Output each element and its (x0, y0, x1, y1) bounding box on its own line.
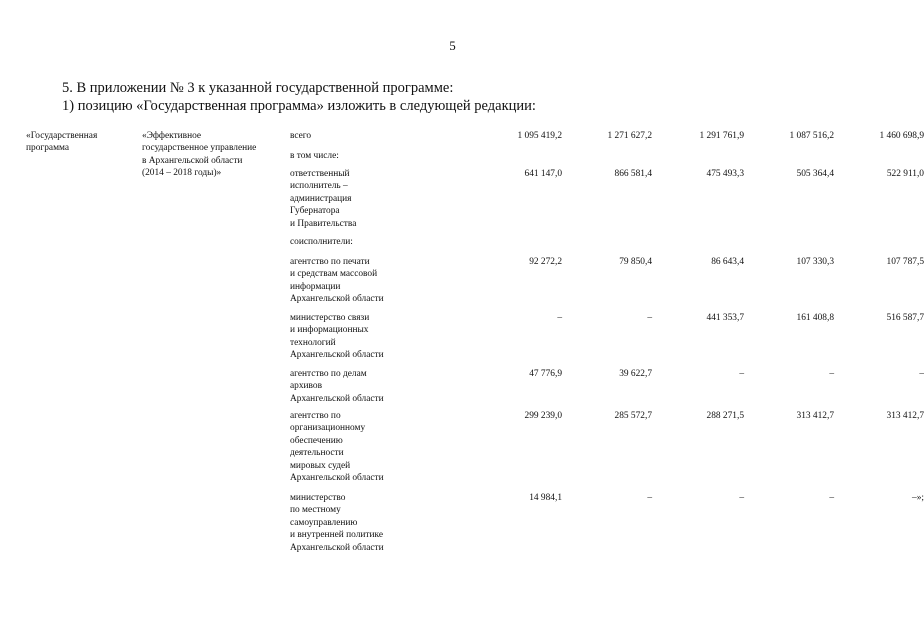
value-cell: 1 271 627,2 (607, 131, 652, 141)
row-label: министерство по местному самоуправлению и внутренней политике Архангельской области (290, 493, 384, 553)
value-cell: 1 095 419,2 (517, 131, 562, 141)
value-cell: 1 087 516,2 (789, 131, 834, 141)
value-cell: 441 353,7 (706, 313, 744, 323)
value-cell: 1 291 761,9 (699, 131, 744, 141)
value-cell: –»; (912, 493, 924, 503)
value-cell: – (829, 369, 834, 379)
value-cell: 516 587,7 (886, 313, 924, 323)
row-label: агентство по печати и средствам массовой информации Архангельской области (290, 257, 384, 305)
value-cell: 641 147,0 (524, 169, 562, 179)
row-label: агентство по делам архивов Архангельской области (290, 369, 384, 404)
value-cell: 107 330,3 (796, 257, 834, 267)
value-cell: – (647, 313, 652, 323)
value-cell: – (647, 493, 652, 503)
row-label: соисполнители: (290, 237, 353, 247)
value-cell: 161 408,8 (796, 313, 834, 323)
value-cell: – (739, 369, 744, 379)
value-cell: 92 272,2 (529, 257, 562, 267)
value-cell: 313 412,7 (796, 411, 834, 421)
page-number: 5 (449, 38, 456, 53)
value-cell: 505 364,4 (796, 169, 834, 179)
value-cell: 39 622,7 (619, 369, 652, 379)
row-label: всего (290, 131, 312, 141)
value-cell: 475 493,3 (706, 169, 744, 179)
row-label: министерство связи и информационных технологий Архангельской области (290, 313, 384, 361)
program-name-cell: «Эффективное государственное управление в Архангельской области (2014 – 2018 годы)» (142, 131, 257, 179)
value-cell: 285 572,7 (614, 411, 652, 421)
value-cell: 522 911,0 (886, 169, 924, 179)
value-cell: – (829, 493, 834, 503)
row-label: агентство по организационному обеспечению деятельности мировых судей Архангельской области (290, 411, 384, 484)
value-cell: 107 787,5 (886, 257, 924, 267)
value-cell: 288 271,5 (706, 411, 744, 421)
amendment-subheading: 1) позицию «Государственная программа» изложить в следующей редакции: (62, 98, 536, 114)
value-cell: 299 239,0 (524, 411, 562, 421)
value-cell: – (557, 313, 562, 323)
value-cell: 47 776,9 (529, 369, 562, 379)
value-cell: 866 581,4 (614, 169, 652, 179)
value-cell: – (739, 493, 744, 503)
value-cell: 313 412,7 (886, 411, 924, 421)
program-type-cell: «Государственная программа (26, 131, 98, 154)
row-label: в том числе: (290, 151, 339, 161)
value-cell: 1 460 698,9 (879, 131, 924, 141)
value-cell: 14 984,1 (529, 493, 562, 503)
row-label: ответственный исполнитель – администрация Губернатора и Правительства (290, 169, 357, 229)
value-cell: 79 850,4 (619, 257, 652, 267)
value-cell: – (919, 369, 924, 379)
amendment-heading: 5. В приложении № 3 к указанной государственной программе: (62, 80, 454, 96)
value-cell: 86 643,4 (711, 257, 744, 267)
